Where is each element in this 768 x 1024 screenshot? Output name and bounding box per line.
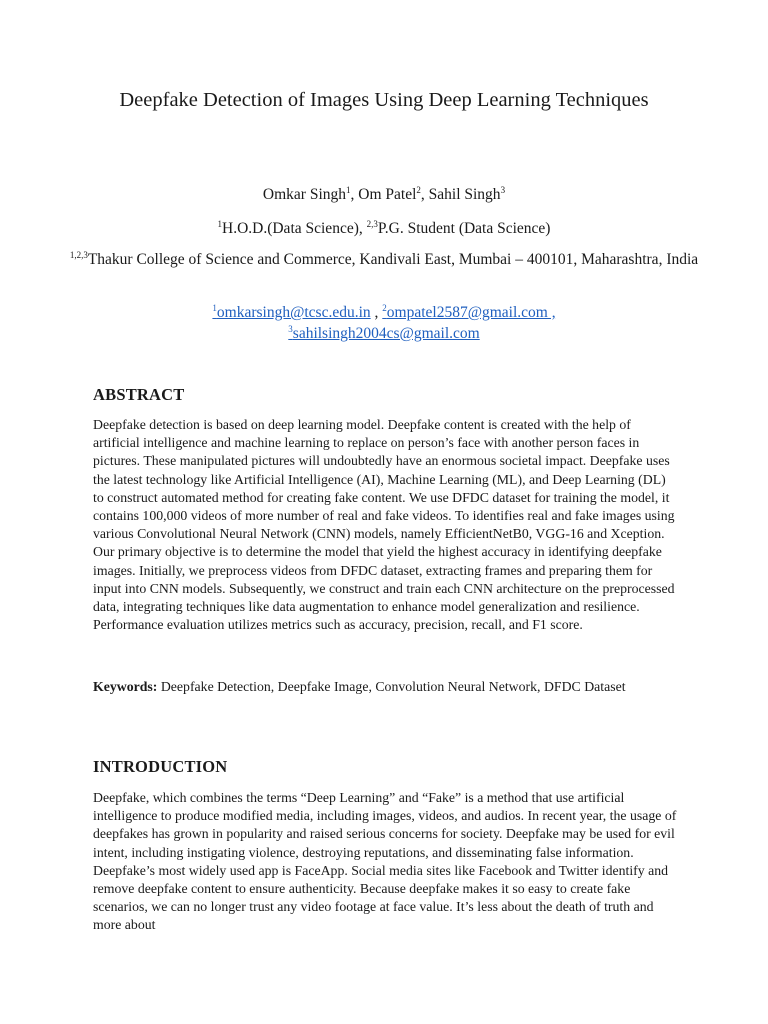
- role-text: P.G. Student (Data Science): [377, 220, 551, 237]
- affiliation-marker: 1,2,3: [69, 250, 88, 260]
- keywords-label: Keywords:: [93, 679, 158, 694]
- affiliation-text: Thakur College of Science and Commerce, Kandivali East, Mumbai – 400101, Maharashtra, India: [87, 251, 699, 268]
- author-marker: 2: [416, 185, 421, 195]
- affiliation: [0, 249, 768, 270]
- author-emails: [0, 302, 768, 344]
- email-marker: 1: [212, 303, 217, 313]
- role-marker: 2,3: [366, 219, 378, 229]
- role-marker: 1: [217, 219, 222, 229]
- introduction-heading: INTRODUCTION: [93, 757, 228, 776]
- keywords-text: Deepfake Detection, Deepfake Image, Convolution Neural Network, DFDC Dataset: [157, 679, 626, 694]
- email-separator: ,: [370, 304, 383, 321]
- author-name: Sahil Singh: [428, 186, 501, 203]
- email-link-2[interactable]: [382, 304, 555, 321]
- author-line: Omkar Singh$^1$, Om Patel$^2$, Sahil Singh$^3$: [262, 185, 506, 203]
- author-marker: 1: [346, 185, 351, 195]
- email-text: ompatel2587@gmail.com ,: [386, 304, 556, 321]
- email-text: sahilsingh2004cs@gmail.com: [292, 325, 480, 342]
- introduction-body: Deepfake, which combines the terms “Deep Learning” and “Fake” is a method that use artificial intelligence to produce modified media, including images, videos, and audios. In recent year, the usage of deepfakes has grown in popularity and raised serious concerns for society. Deepfake may be used for evil intent, including instigating violence, destroying reputations, and disseminating false information. Deepfake’s most widely used app is FaceApp. Social media sites like Facebook and Twitter identify and remove deepfake content to ensure authenticity. Because deepfake makes it so easy to create fake scenarios, we can no longer trust any video footage at face value. It’s less about the death of truth and more about: [93, 790, 677, 933]
- abstract-heading: ABSTRACT: [93, 385, 185, 404]
- keywords: [93, 678, 677, 696]
- abstract-body: Deepfake detection is based on deep learning model. Deepfake content is created with the help of artificial intelligence and machine learning to replace on person’s face with another person faces in pictures. These manipulated pictures will undoubtedly have an enormous societal impact. Deepfake uses the latest technology like Artificial Intelligence (AI), Machine Learning (ML), and Deep Learning (DL) to construct automated method for creating fake content. We use DFDC dataset for training the model, it contains 100,000 videos of more number of real and fake videos. To identifies real and fake images using various Convolutional Neural Network (CNN) models, namely EfficientNetB0, VGG-16 and Xception. Our primary objective is to determine the model that yield the highest accuracy in identifying deepfake images. Initially, we preprocess videos from DFDC dataset, extracting frames and preparing them for input into CNN models. Subsequently, we construct and train each CNN architecture on the preprocessed data, integrating techniques like data augmentation to enhance model generalization and resilience. Performance evaluation utilizes metrics such as accuracy, precision, recall, and F1 score.: [93, 417, 675, 633]
- author-marker: 3: [500, 185, 506, 195]
- author-roles: [0, 219, 768, 239]
- author-name: Omkar Singh: [262, 186, 347, 203]
- paper-title: Deepfake Detection of Images Using Deep Learning Techniques: [119, 89, 649, 111]
- role-text: H.O.D.(Data Science),: [222, 220, 367, 237]
- email-marker: 3: [288, 324, 293, 334]
- email-marker: 2: [382, 303, 387, 313]
- author-name: Om Patel: [358, 186, 417, 203]
- email-link-1[interactable]: [212, 304, 370, 321]
- email-text: omkarsingh@tcsc.edu.in: [216, 304, 371, 321]
- email-link-3[interactable]: [288, 325, 479, 342]
